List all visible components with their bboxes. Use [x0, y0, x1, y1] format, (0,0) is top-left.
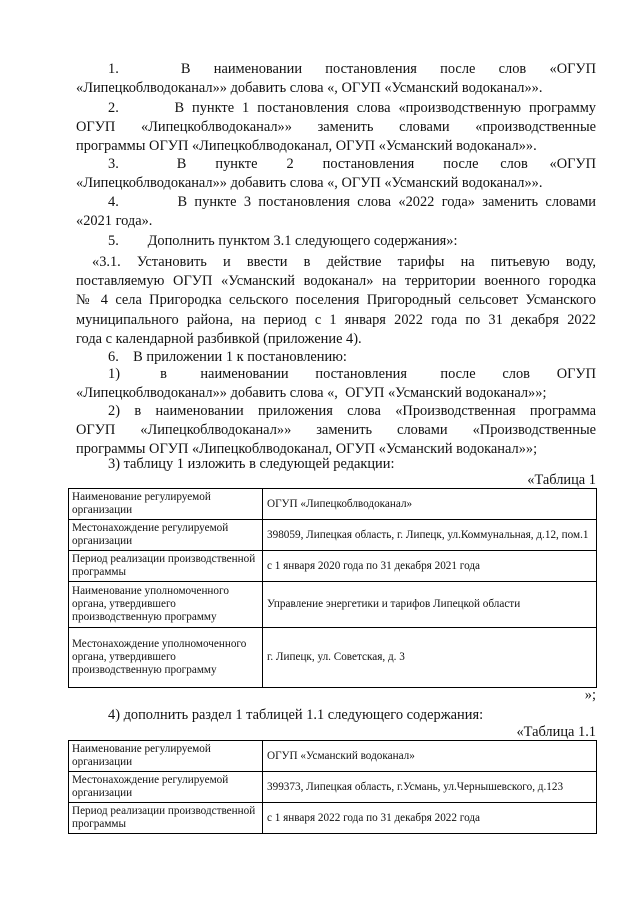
item-2-line-3: программы ОГУП «Липецкоблводоканал, ОГУП «Усманский водоканал»».	[76, 138, 537, 155]
table-cell-value: ОГУП «Усманский водоканал»	[263, 741, 597, 772]
item-2	[76, 99, 596, 157]
table-row	[69, 803, 597, 834]
table-cell-label: Местонахождение регулируемой организации	[69, 772, 263, 803]
subitem-4-line: 4) дополнить раздел 1 таблицей 1.1 следующего содержания:	[108, 707, 484, 723]
clause-3-1-line-1: «3.1. Установить и ввести в действие тарифы на питьевую воду,	[92, 254, 596, 270]
table-cell-value: с 1 января 2022 года по 31 декабря 2022 года	[263, 803, 597, 834]
item-5	[76, 232, 596, 251]
table-cell-value: г. Липецк, ул. Советская, д. 3	[263, 628, 597, 688]
item-2-line-2: ОГУП «Липецкоблводоканал»» заменить словами «производственные	[76, 119, 596, 136]
subitem-1	[76, 365, 596, 403]
clause-3-1	[76, 253, 596, 349]
table-1-end-mark: »;	[584, 687, 596, 703]
table-1-caption: «Таблица 1	[527, 472, 596, 488]
item-4	[76, 193, 596, 231]
item-3-line-1: 3. В пункте 2 постановления после слов «ОГУП	[108, 156, 596, 172]
item-3	[76, 155, 596, 193]
clause-3-1-line-2: поставляемую ОГУП «Усманский водоканал» на территории военного городка	[76, 273, 596, 290]
item-1	[76, 60, 596, 98]
table-1-1	[68, 740, 597, 834]
clause-3-1-line-5: года с календарной разбивкой (приложение 4).	[76, 330, 362, 347]
table-row	[69, 772, 597, 803]
table-row	[69, 551, 597, 582]
table-1-1-caption: «Таблица 1.1	[516, 724, 596, 740]
clause-3-1-line-3: № 4 села Пригородка сельского поселения Пригородный сельсовет Усманского	[76, 292, 596, 309]
table-cell-label: Период реализации производственной программы	[69, 551, 263, 582]
table-cell-label: Местонахождение уполномоченного органа, утвердившего производственную программу	[69, 628, 263, 688]
item-5-line: 5. Дополнить пунктом 3.1 следующего содержания»:	[108, 233, 458, 249]
table-row	[69, 582, 597, 628]
subitem-1-line-2: «Липецкоблводоканал»» добавить слова «, ОГУП «Усманский водоканал»»;	[76, 385, 547, 402]
table-cell-value: с 1 января 2020 года по 31 декабря 2021 года	[263, 551, 597, 582]
table-cell-value: ОГУП «Липецкоблводоканал»	[263, 489, 597, 520]
item-6-line: 6. В приложении 1 к постановлению:	[108, 349, 347, 365]
item-1-line-2: «Липецкоблводоканал»» добавить слова «, ОГУП «Усманский водоканал»».	[76, 80, 543, 97]
item-2-line-1: 2. В пункте 1 постановления слова «производственную программу	[108, 100, 596, 116]
table-cell-label: Наименование регулируемой организации	[69, 489, 263, 520]
subitem-1-line-1: 1) в наименовании постановления после слов ОГУП	[108, 366, 596, 382]
table-row	[69, 489, 597, 520]
item-4-line-1: 4. В пункте 3 постановления слова «2022 года» заменить словами	[108, 194, 596, 210]
table-row	[69, 741, 597, 772]
table-cell-label: Наименование регулируемой организации	[69, 741, 263, 772]
clause-3-1-line-4: муниципального района, на период с 1 января 2022 года по 31 декабря 2022	[76, 311, 596, 328]
table-cell-label: Период реализации производственной программы	[69, 803, 263, 834]
table-row	[69, 628, 597, 688]
subitem-2-line-1: 2) в наименовании приложения слова «Производственная программа	[108, 403, 596, 419]
table-cell-label: Местонахождение регулируемой организации	[69, 520, 263, 551]
table-cell-value: 399373, Липецкая область, г.Усмань, ул.Чернышевского, д.123	[263, 772, 597, 803]
subitem-3-line: 3) таблицу 1 изложить в следующей редакции:	[108, 456, 395, 472]
subitem-2-line-3: программы ОГУП «Липецкоблводоканал, ОГУП «Усманский водоканал»»;	[76, 441, 538, 458]
item-3-line-2: «Липецкоблводоканал»» добавить слова «, ОГУП «Усманский водоканал»».	[76, 175, 543, 192]
subitem-2	[76, 402, 596, 460]
table-row	[69, 520, 597, 551]
table-cell-value: 398059, Липецкая область, г. Липецк, ул.Коммунальная, д.12, пом.1	[263, 520, 597, 551]
item-1-line-1: 1. В наименовании постановления после слов «ОГУП	[108, 61, 596, 77]
subitem-2-line-2: ОГУП «Липецкоблводоканал»» заменить словами «Производственные	[76, 422, 596, 439]
table-cell-label: Наименование уполномоченного органа, утвердившего производственную программу	[69, 582, 263, 628]
table-1-end-wrap	[76, 686, 596, 705]
table-1	[68, 488, 597, 688]
table-cell-value: Управление энергетики и тарифов Липецкой области	[263, 582, 597, 628]
item-4-line-2: «2021 года».	[76, 213, 153, 230]
